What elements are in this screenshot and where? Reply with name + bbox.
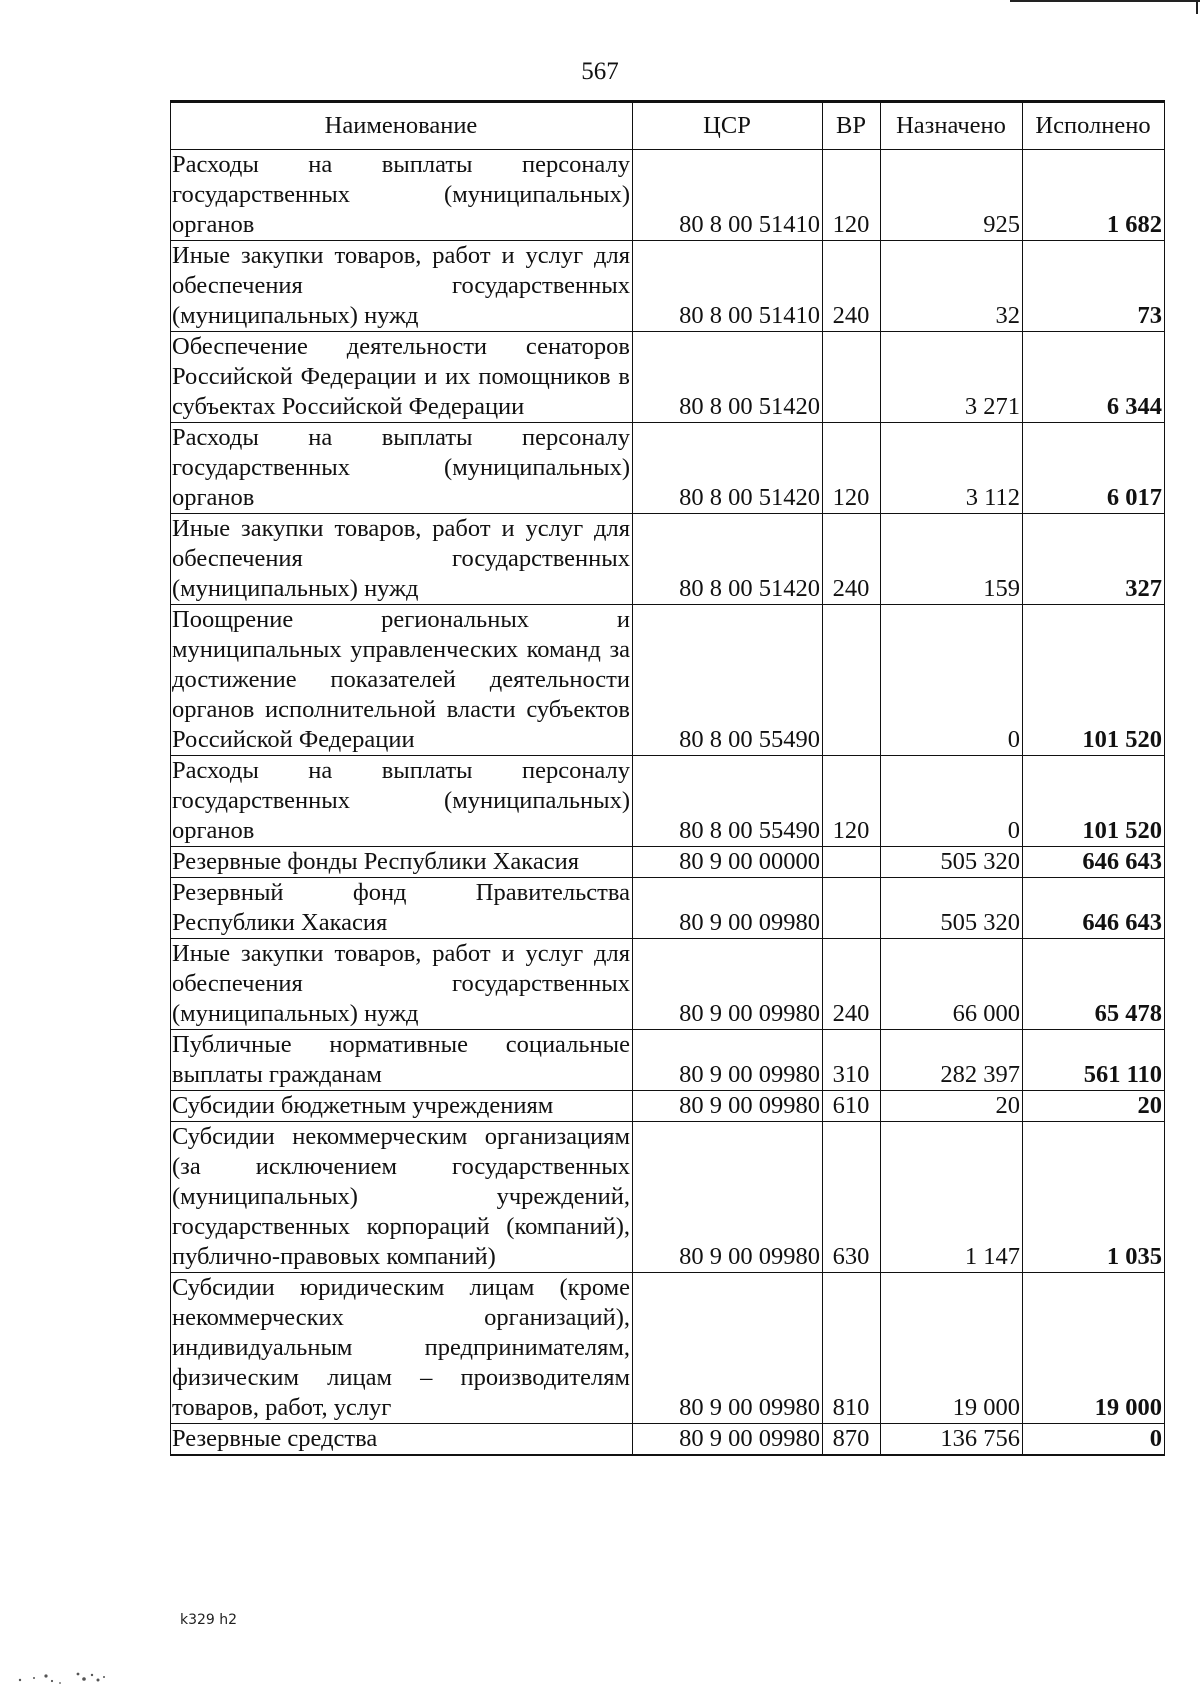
cell-name: Расходы на выплаты персоналу государственных (муниципальных) органов — [171, 756, 633, 847]
cell-vr — [823, 332, 881, 423]
scan-border-line-vertical — [1196, 0, 1198, 14]
table-row — [171, 423, 1165, 514]
cell-name: Расходы на выплаты персоналу государственных (муниципальных) органов — [171, 150, 633, 241]
cell-vr: 120 — [823, 150, 881, 241]
cell-planned: 32 — [881, 241, 1023, 332]
cell-executed: 65 478 — [1023, 939, 1165, 1030]
cell-executed: 20 — [1023, 1091, 1165, 1122]
cell-name: Резервные средства — [171, 1424, 633, 1456]
cell-name: Резервный фонд Правительства Республики Хакасия — [171, 878, 633, 939]
table-row — [171, 1424, 1165, 1456]
cell-planned: 505 320 — [881, 847, 1023, 878]
cell-vr: 810 — [823, 1273, 881, 1424]
cell-csr: 80 8 00 51420 — [633, 332, 823, 423]
cell-executed: 73 — [1023, 241, 1165, 332]
cell-csr: 80 8 00 51420 — [633, 423, 823, 514]
cell-planned: 0 — [881, 605, 1023, 756]
cell-vr: 120 — [823, 423, 881, 514]
header-planned: Назначено — [881, 102, 1023, 150]
cell-planned: 1 147 — [881, 1122, 1023, 1273]
cell-planned: 282 397 — [881, 1030, 1023, 1091]
table-row — [171, 241, 1165, 332]
cell-vr: 240 — [823, 514, 881, 605]
cell-planned: 0 — [881, 756, 1023, 847]
cell-name: Иные закупки товаров, работ и услуг для обеспечения государственных (муниципальных) нужд — [171, 241, 633, 332]
table-row — [171, 332, 1165, 423]
cell-executed: 101 520 — [1023, 756, 1165, 847]
cell-csr: 80 8 00 51410 — [633, 150, 823, 241]
table-row — [171, 150, 1165, 241]
cell-vr: 240 — [823, 939, 881, 1030]
cell-name: Субсидии некоммерческим организациям (за исключением государственных (муниципальных) учреждений, государственных корпораций (компаний), публично-правовых компаний) — [171, 1122, 633, 1273]
header-vr: ВР — [823, 102, 881, 150]
cell-executed: 646 643 — [1023, 878, 1165, 939]
cell-executed: 0 — [1023, 1424, 1165, 1456]
cell-vr: 120 — [823, 756, 881, 847]
cell-planned: 66 000 — [881, 939, 1023, 1030]
cell-csr: 80 9 00 09980 — [633, 939, 823, 1030]
cell-vr: 630 — [823, 1122, 881, 1273]
table-body — [171, 150, 1165, 1456]
cell-name: Обеспечение деятельности сенаторов Российской Федерации и их помощников в субъектах Российской Федерации — [171, 332, 633, 423]
table-row — [171, 756, 1165, 847]
cell-name: Иные закупки товаров, работ и услуг для обеспечения государственных (муниципальных) нужд — [171, 514, 633, 605]
cell-csr: 80 9 00 09980 — [633, 1030, 823, 1091]
cell-vr — [823, 605, 881, 756]
cell-name: Публичные нормативные социальные выплаты гражданам — [171, 1030, 633, 1091]
table-row — [171, 847, 1165, 878]
cell-vr: 310 — [823, 1030, 881, 1091]
cell-name: Расходы на выплаты персоналу государственных (муниципальных) органов — [171, 423, 633, 514]
cell-vr: 870 — [823, 1424, 881, 1456]
scan-border-line — [1010, 0, 1200, 2]
cell-planned: 925 — [881, 150, 1023, 241]
cell-name: Субсидии бюджетным учреждениям — [171, 1091, 633, 1122]
cell-csr: 80 9 00 09980 — [633, 1424, 823, 1456]
footer-code: k329 h2 — [180, 1612, 238, 1628]
table-row — [171, 1030, 1165, 1091]
cell-planned: 136 756 — [881, 1424, 1023, 1456]
cell-executed: 646 643 — [1023, 847, 1165, 878]
cell-planned: 159 — [881, 514, 1023, 605]
table-row — [171, 939, 1165, 1030]
header-csr: ЦСР — [633, 102, 823, 150]
cell-csr: 80 8 00 55490 — [633, 605, 823, 756]
cell-csr: 80 9 00 00000 — [633, 847, 823, 878]
cell-vr — [823, 847, 881, 878]
scan-noise-mark — [0, 1660, 120, 1686]
cell-planned: 505 320 — [881, 878, 1023, 939]
cell-name: Иные закупки товаров, работ и услуг для обеспечения государственных (муниципальных) нужд — [171, 939, 633, 1030]
cell-vr — [823, 878, 881, 939]
cell-executed: 101 520 — [1023, 605, 1165, 756]
page-number: 567 — [581, 58, 619, 85]
table-row — [171, 605, 1165, 756]
cell-csr: 80 9 00 09980 — [633, 1122, 823, 1273]
cell-csr: 80 9 00 09980 — [633, 878, 823, 939]
header-row — [171, 102, 1165, 150]
cell-executed: 19 000 — [1023, 1273, 1165, 1424]
cell-csr: 80 8 00 51420 — [633, 514, 823, 605]
table-header — [171, 102, 1165, 150]
table-row — [171, 1091, 1165, 1122]
cell-planned: 3 112 — [881, 423, 1023, 514]
cell-executed: 561 110 — [1023, 1030, 1165, 1091]
table-row — [171, 514, 1165, 605]
cell-planned: 3 271 — [881, 332, 1023, 423]
header-name: Наименование — [171, 102, 633, 150]
cell-executed: 327 — [1023, 514, 1165, 605]
cell-executed: 1 682 — [1023, 150, 1165, 241]
table-row — [171, 878, 1165, 939]
cell-name: Поощрение региональных и муниципальных управленческих команд за достижение показателей деятельности органов исполнительной власти субъектов Российской Федерации — [171, 605, 633, 756]
cell-csr: 80 9 00 09980 — [633, 1273, 823, 1424]
cell-planned: 19 000 — [881, 1273, 1023, 1424]
budget-table — [170, 100, 1165, 1456]
cell-name: Субсидии юридическим лицам (кроме некоммерческих организаций), индивидуальным предпринимателям, физическим лицам – производителям товаров, работ, услуг — [171, 1273, 633, 1424]
cell-csr: 80 8 00 55490 — [633, 756, 823, 847]
cell-name: Резервные фонды Республики Хакасия — [171, 847, 633, 878]
cell-executed: 1 035 — [1023, 1122, 1165, 1273]
cell-vr: 610 — [823, 1091, 881, 1122]
cell-vr: 240 — [823, 241, 881, 332]
cell-executed: 6 344 — [1023, 332, 1165, 423]
cell-executed: 6 017 — [1023, 423, 1165, 514]
table-row — [171, 1273, 1165, 1424]
cell-csr: 80 8 00 51410 — [633, 241, 823, 332]
cell-planned: 20 — [881, 1091, 1023, 1122]
header-executed: Исполнено — [1023, 102, 1165, 150]
cell-csr: 80 9 00 09980 — [633, 1091, 823, 1122]
table-row — [171, 1122, 1165, 1273]
